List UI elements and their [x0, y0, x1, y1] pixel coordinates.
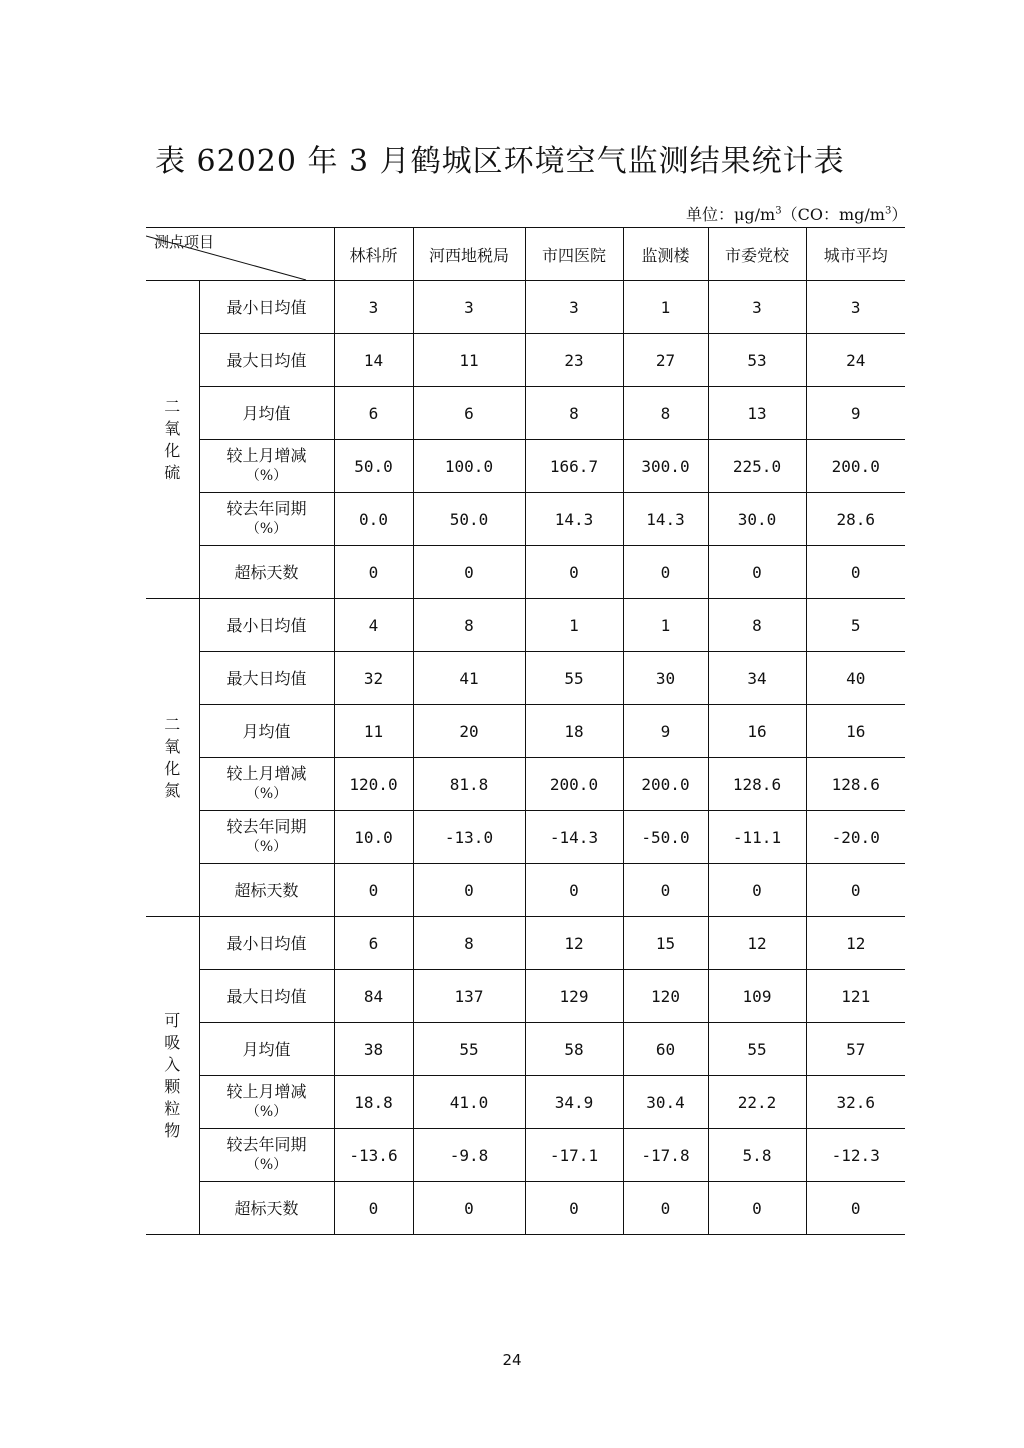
metric-label	[199, 970, 334, 1023]
pollutant-name: 可吸入颗粒物	[164, 1010, 181, 1140]
metric-name: 最大日均值	[226, 350, 307, 370]
value-cell: 12	[525, 917, 623, 970]
value-cell: 12	[708, 917, 806, 970]
value-cell: 10.0	[334, 811, 413, 864]
value-cell: 1	[525, 599, 623, 652]
value-cell: 30.0	[708, 493, 806, 546]
value-cell: 14.3	[623, 493, 708, 546]
metric-name: 最小日均值	[226, 933, 307, 953]
value-cell: 50.0	[413, 493, 525, 546]
metric-name: 较去年同期	[226, 499, 307, 518]
value-cell: 8	[623, 387, 708, 440]
value-cell: -13.0	[413, 811, 525, 864]
value-cell: 14	[334, 334, 413, 387]
metric-label	[199, 758, 334, 811]
metric-label	[199, 917, 334, 970]
value-cell: 55	[413, 1023, 525, 1076]
value-cell: 0	[334, 864, 413, 917]
metric-name: 超标天数	[234, 1198, 299, 1218]
header-row	[146, 228, 905, 281]
value-cell: 20	[413, 705, 525, 758]
value-cell: 18	[525, 705, 623, 758]
value-cell: 32	[334, 652, 413, 705]
value-cell: 24	[806, 334, 905, 387]
value-cell: 0	[334, 1182, 413, 1235]
value-cell: 3	[806, 281, 905, 334]
value-cell: 30	[623, 652, 708, 705]
value-cell: 6	[334, 387, 413, 440]
value-cell: 58	[525, 1023, 623, 1076]
metric-label	[199, 546, 334, 599]
value-cell: -20.0	[806, 811, 905, 864]
value-cell: 0	[806, 546, 905, 599]
metric-name: 较上月增减	[226, 764, 307, 783]
value-cell: 8	[413, 917, 525, 970]
value-cell: 120	[623, 970, 708, 1023]
metric-name: 较去年同期	[226, 1135, 307, 1154]
value-cell: 13	[708, 387, 806, 440]
value-cell: 18.8	[334, 1076, 413, 1129]
value-cell: 128.6	[806, 758, 905, 811]
table-row	[146, 1076, 905, 1129]
value-cell: 225.0	[708, 440, 806, 493]
value-cell: 4	[334, 599, 413, 652]
col-header: 河西地税局	[413, 228, 525, 281]
metric-name: 月均值	[242, 1039, 291, 1059]
value-cell: 8	[525, 387, 623, 440]
value-cell: -50.0	[623, 811, 708, 864]
value-cell: 0	[708, 546, 806, 599]
metric-label	[199, 281, 334, 334]
metric-label	[199, 440, 334, 493]
value-cell: 0	[334, 546, 413, 599]
metric-label	[199, 1023, 334, 1076]
metric-name: 超标天数	[234, 562, 299, 582]
value-cell: 32.6	[806, 1076, 905, 1129]
value-cell: 81.8	[413, 758, 525, 811]
col-header: 市四医院	[525, 228, 623, 281]
value-cell: 0	[413, 546, 525, 599]
value-cell: -12.3	[806, 1129, 905, 1182]
value-cell: 5.8	[708, 1129, 806, 1182]
value-cell: 28.6	[806, 493, 905, 546]
value-cell: 3	[413, 281, 525, 334]
metric-name: 较上月增减	[226, 446, 307, 465]
value-cell: 0	[708, 864, 806, 917]
metric-unit: （%）	[245, 1104, 288, 1120]
value-cell: 41	[413, 652, 525, 705]
value-cell: 0	[525, 1182, 623, 1235]
metric-label	[199, 705, 334, 758]
pollutant-name: 二氧化硫	[164, 396, 181, 482]
value-cell: 9	[623, 705, 708, 758]
table-row	[146, 334, 905, 387]
value-cell: 300.0	[623, 440, 708, 493]
table-row	[146, 493, 905, 546]
metric-name: 最小日均值	[226, 297, 307, 317]
value-cell: 0	[708, 1182, 806, 1235]
value-cell: 100.0	[413, 440, 525, 493]
pollutant-group-label	[146, 281, 199, 599]
value-cell: -17.8	[623, 1129, 708, 1182]
value-cell: 8	[708, 599, 806, 652]
value-cell: 8	[413, 599, 525, 652]
value-cell: 50.0	[334, 440, 413, 493]
value-cell: 0	[413, 1182, 525, 1235]
value-cell: 0	[806, 864, 905, 917]
value-cell: 41.0	[413, 1076, 525, 1129]
value-cell: 200.0	[623, 758, 708, 811]
metric-name: 超标天数	[234, 880, 299, 900]
value-cell: 12	[806, 917, 905, 970]
value-cell: 16	[708, 705, 806, 758]
value-cell: 34	[708, 652, 806, 705]
corner-label: 测点项目	[154, 233, 215, 251]
value-cell: 0	[623, 546, 708, 599]
value-cell: 0	[623, 864, 708, 917]
value-cell: 40	[806, 652, 905, 705]
value-cell: 3	[708, 281, 806, 334]
table-row	[146, 652, 905, 705]
value-cell: -11.1	[708, 811, 806, 864]
corner-header	[146, 228, 334, 281]
metric-label	[199, 1129, 334, 1182]
metric-name: 较去年同期	[226, 817, 307, 836]
metric-label	[199, 599, 334, 652]
metric-name: 较上月增减	[226, 1082, 307, 1101]
value-cell: -9.8	[413, 1129, 525, 1182]
value-cell: 14.3	[525, 493, 623, 546]
unit-note: 单位：$\mu g/m^3(CO$：$mg/m^3$）	[686, 205, 908, 224]
value-cell: 9	[806, 387, 905, 440]
metric-name: 月均值	[242, 721, 291, 741]
value-cell: 27	[623, 334, 708, 387]
value-cell: 0.0	[334, 493, 413, 546]
page-number: 24	[502, 1351, 522, 1369]
pollutant-group-label	[146, 917, 199, 1235]
table-row	[146, 387, 905, 440]
pollutant-group-label	[146, 599, 199, 917]
monitoring-table	[146, 227, 905, 1235]
value-cell: 11	[334, 705, 413, 758]
value-cell: 129	[525, 970, 623, 1023]
value-cell: 5	[806, 599, 905, 652]
value-cell: -17.1	[525, 1129, 623, 1182]
pollutant-name: 二氧化氮	[164, 714, 181, 800]
value-cell: 38	[334, 1023, 413, 1076]
table-row	[146, 440, 905, 493]
table-row	[146, 917, 905, 970]
value-cell: 6	[334, 917, 413, 970]
metric-label	[199, 493, 334, 546]
value-cell: 53	[708, 334, 806, 387]
value-cell: 0	[525, 864, 623, 917]
value-cell: 60	[623, 1023, 708, 1076]
value-cell: 23	[525, 334, 623, 387]
value-cell: 109	[708, 970, 806, 1023]
metric-unit: （%）	[245, 468, 288, 484]
col-header: 林科所	[334, 228, 413, 281]
metric-label	[199, 652, 334, 705]
table-title: 表 62020 年 3 月鹤城区环境空气监测结果统计表	[155, 144, 845, 179]
value-cell: 128.6	[708, 758, 806, 811]
metric-label	[199, 811, 334, 864]
metric-name: 月均值	[242, 403, 291, 423]
table-row	[146, 599, 905, 652]
metric-name: 最小日均值	[226, 615, 307, 635]
table-row	[146, 811, 905, 864]
value-cell: 16	[806, 705, 905, 758]
metric-name: 最大日均值	[226, 668, 307, 688]
table-row	[146, 1182, 905, 1235]
value-cell: 22.2	[708, 1076, 806, 1129]
value-cell: 137	[413, 970, 525, 1023]
value-cell: 121	[806, 970, 905, 1023]
metric-name: 最大日均值	[226, 986, 307, 1006]
value-cell: 1	[623, 599, 708, 652]
table-row	[146, 1129, 905, 1182]
value-cell: 57	[806, 1023, 905, 1076]
table-row	[146, 758, 905, 811]
value-cell: 30.4	[623, 1076, 708, 1129]
table-row	[146, 705, 905, 758]
value-cell: 0	[413, 864, 525, 917]
table-row	[146, 864, 905, 917]
value-cell: 15	[623, 917, 708, 970]
table-row	[146, 281, 905, 334]
metric-label	[199, 387, 334, 440]
col-header: 城市平均	[806, 228, 905, 281]
col-header: 监测楼	[623, 228, 708, 281]
value-cell: 120.0	[334, 758, 413, 811]
value-cell: 3	[334, 281, 413, 334]
metric-label	[199, 334, 334, 387]
value-cell: 3	[525, 281, 623, 334]
value-cell: 166.7	[525, 440, 623, 493]
value-cell: 0	[806, 1182, 905, 1235]
table-row	[146, 546, 905, 599]
value-cell: 0	[525, 546, 623, 599]
value-cell: 0	[623, 1182, 708, 1235]
metric-label	[199, 1182, 334, 1235]
value-cell: 6	[413, 387, 525, 440]
value-cell: 200.0	[806, 440, 905, 493]
value-cell: -14.3	[525, 811, 623, 864]
metric-unit: （%）	[245, 839, 288, 855]
value-cell: 34.9	[525, 1076, 623, 1129]
table-row	[146, 1023, 905, 1076]
table-row	[146, 970, 905, 1023]
metric-unit: （%）	[245, 1157, 288, 1173]
metric-unit: （%）	[245, 786, 288, 802]
value-cell: 55	[525, 652, 623, 705]
value-cell: 1	[623, 281, 708, 334]
value-cell: -13.6	[334, 1129, 413, 1182]
metric-unit: （%）	[245, 521, 288, 537]
value-cell: 84	[334, 970, 413, 1023]
value-cell: 55	[708, 1023, 806, 1076]
value-cell: 11	[413, 334, 525, 387]
metric-label	[199, 1076, 334, 1129]
value-cell: 200.0	[525, 758, 623, 811]
col-header: 市委党校	[708, 228, 806, 281]
metric-label	[199, 864, 334, 917]
